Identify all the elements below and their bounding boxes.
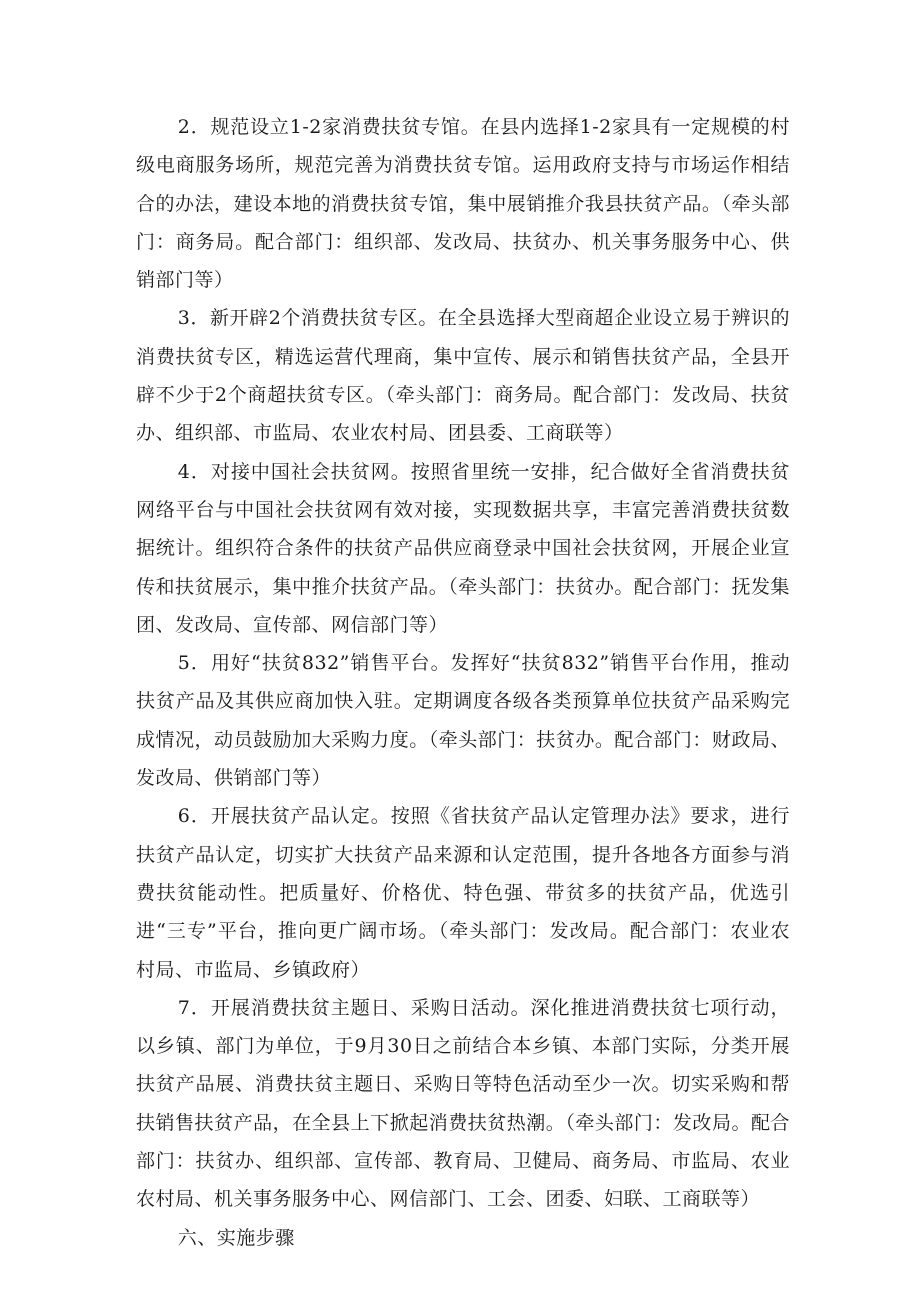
paragraph-item-3: 3．新开辟2个消费扶贫专区。在全县选择大型商超企业设立易于辨识的消费扶贫专区，精选运营代理商，集中宣传、展示和销售扶贫产品，全县开辟不少于2个商超扶贫专区。（牵头部门：商务局。配合部门：发改局、扶贫办、组织部、市监局、农业农村局、团县委、工商联等）: [136, 307, 790, 445]
paragraph-item-4: 4．对接中国社会扶贫网。按照省里统一安排，纪合做好全省消费扶贫网络平台与中国社会扶贫网有效对接，实现数据共享，丰富完善消费扶贫数据统计。组织符合条件的扶贫产品供应商登录中国社会扶贫网，开展企业宣传和扶贫展示，集中推介扶贫产品。（牵头部门：扶贫办。配合部门：抚发集团、发改局、宣传部、网信部门等）: [136, 460, 790, 636]
document-page: [136, 108, 790, 1257]
paragraph-item-6: 6．开展扶贫产品认定。按照《省扶贫产品认定管理办法》要求，进行扶贫产品认定，切实扩大扶贫产品来源和认定范围，提升各地各方面参与消费扶贫能动性。把质量好、价格优、特色强、带贫多的扶贫产品，优选引进“三专”平台，推向更广阔市场。（牵头部门：发改局。配合部门：农业农村局、市监局、乡镇政府）: [136, 805, 790, 981]
section-heading: 六、实施步骤: [177, 1226, 295, 1249]
paragraph-item-5: 5．用好“扶贫832”销售平台。发挥好“扶贫832”销售平台作用，推动扶贫产品及其供应商加快入驻。定期调度各级各类预算单位扶贫产品采购完成情况，动员鼓励加大采购力度。（牵头部门：扶贫办。配合部门：财政局、发改局、供销部门等）: [136, 652, 790, 790]
paragraph-item-7: 7．开展消费扶贫主题日、采购日活动。深化推进消费扶贫七项行动，以乡镇、部门为单位，于9月30日之前结合本乡镇、本部门实际，分类开展扶贫产品展、消费扶贫主题日、采购日等特色活动至少一次。切实采购和帮扶销售扶贫产品，在全县上下掀起消费扶贫热潮。（牵头部门：发改局。配合部门：扶贫办、组织部、宣传部、教育局、卫健局、商务局、市监局、农业农村局、机关事务服务中心、网信部门、工会、团委、妇联、工商联等）: [136, 996, 790, 1211]
paragraph-item-2: 2．规范设立1-2家消费扶贫专馆。在县内选择1-2家具有一定规模的村级电商服务场所，规范完善为消费扶贫专馆。运用政府支持与市场运作相结合的办法，建设本地的消费扶贫专馆，集中展销推介我县扶贫产品。（牵头部门：商务局。配合部门：组织部、发改局、扶贫办、机关事务服务中心、供销部门等）: [136, 116, 790, 292]
